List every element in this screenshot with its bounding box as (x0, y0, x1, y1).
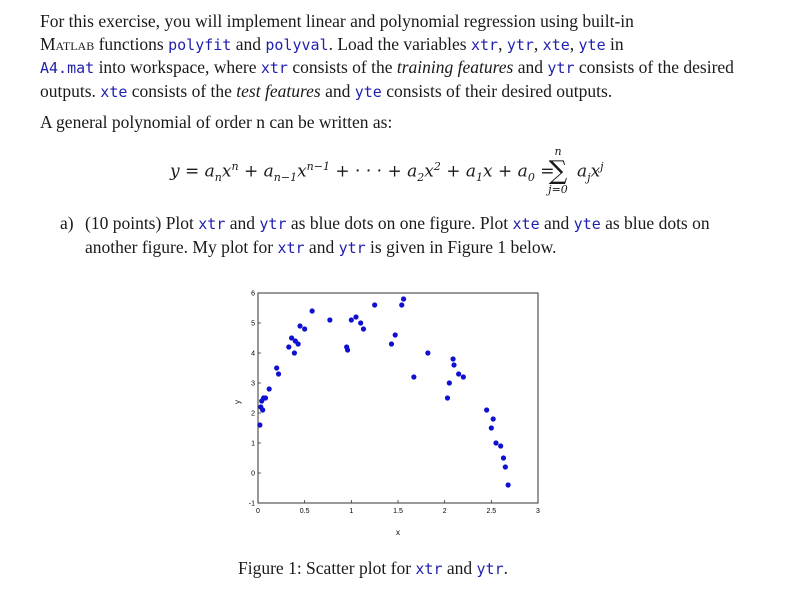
lead-sentence: A general polynomial of order n can be written as: (40, 112, 393, 132)
data-point (447, 380, 452, 385)
eq-sub: 2 (417, 171, 425, 185)
x-tick-label: 0 (256, 508, 260, 515)
intro-paragraph (40, 10, 760, 103)
intro-text: and (320, 80, 355, 101)
equation-lhs (170, 160, 554, 184)
code-xtr: xtr (277, 238, 305, 257)
data-point (302, 326, 307, 331)
x-tick-label: 0.5 (299, 508, 310, 515)
eq-part: x + a (483, 161, 528, 182)
data-point (445, 395, 450, 400)
data-point (498, 443, 503, 448)
sum-term (577, 160, 604, 184)
data-point (257, 422, 262, 427)
eq-part: a (577, 161, 588, 182)
eq-part: + a (238, 161, 274, 182)
summation-symbol (543, 146, 573, 196)
code-yte: yte (354, 82, 382, 101)
data-point (276, 371, 281, 376)
matlab-name: Matlab (40, 33, 95, 54)
data-point (411, 374, 416, 379)
x-tick-label: 3 (536, 508, 540, 515)
data-point (310, 308, 315, 313)
code-ytr: ytr (476, 560, 504, 578)
data-point (260, 407, 265, 412)
y-tick-label: 5 (251, 320, 255, 328)
x-tick-label: 2.5 (486, 508, 497, 515)
data-point (461, 374, 466, 379)
intro-text: in (605, 33, 624, 54)
eq-part: x (590, 161, 601, 182)
x-tick-label: 1 (349, 508, 354, 515)
intro-text: , (498, 33, 507, 54)
data-point (503, 464, 508, 469)
data-point (393, 332, 398, 337)
eq-sup: j (600, 160, 604, 173)
data-point (456, 371, 461, 376)
code-xtr: xtr (470, 35, 499, 54)
eq-part: + · · · + a (329, 161, 418, 182)
part-a-text: as blue dots on one figure. Plot (286, 213, 513, 233)
intro-text: consists of their desired outputs. (381, 80, 613, 101)
intro-text: consists of the (287, 57, 397, 77)
data-point (484, 407, 489, 412)
emphasis-training-features: training features (396, 57, 514, 77)
intro-text: consists of the desired outputs. (40, 57, 734, 101)
caption-text: . (503, 558, 508, 578)
part-a-text: is given in Figure 1 below. (365, 236, 557, 257)
code-yte: yte (573, 215, 601, 233)
x-tick-label: 2 (442, 508, 447, 515)
code-polyval: polyval (265, 35, 329, 54)
code-xte: xte (100, 82, 128, 101)
data-point (349, 317, 354, 322)
caption-text: Figure 1: Scatter plot for (238, 558, 416, 578)
intro-text: , (569, 33, 579, 54)
data-point (345, 347, 350, 352)
polynomial-equation (160, 140, 660, 200)
y-tick-label: 2 (251, 410, 255, 418)
data-point (501, 455, 506, 460)
data-point (286, 344, 291, 349)
part-a-text: as blue dots on another figure. My plot for (85, 213, 710, 257)
part-a-body (85, 212, 760, 259)
x-axis-label: x (396, 528, 400, 537)
eq-part: = (534, 161, 555, 182)
scatter-plot (230, 285, 550, 545)
y-tick-label: 6 (251, 290, 255, 298)
eq-part: y = a (170, 161, 215, 182)
data-point (491, 416, 496, 421)
part-a-text: and (304, 236, 339, 257)
eq-part: + a (440, 161, 477, 182)
intro-text: . Load the variables (328, 33, 471, 54)
data-point (358, 320, 363, 325)
intro-text: into workspace, where (94, 57, 261, 77)
data-point (267, 386, 272, 391)
eq-part: x (221, 161, 232, 182)
data-point (361, 326, 366, 331)
code-xtr: xtr (198, 215, 226, 233)
eq-part: x (297, 161, 307, 182)
sum-upper-limit: n (554, 145, 562, 158)
intro-text: , (533, 33, 543, 54)
y-tick-label: -1 (248, 500, 255, 508)
code-xte: xte (542, 35, 570, 54)
code-ytr: ytr (259, 215, 287, 233)
code-xtr: xtr (415, 560, 443, 578)
y-tick-label: 3 (251, 380, 255, 388)
data-point (372, 302, 377, 307)
data-point (401, 296, 406, 301)
code-ytr: ytr (506, 35, 534, 54)
part-a-text: and (539, 213, 574, 233)
code-filename: A4.mat (40, 59, 95, 77)
intro-text: For this exercise, you will implement linear and polynomial regression using built-in (40, 11, 634, 31)
code-ytr: ytr (547, 59, 575, 77)
data-point (493, 440, 498, 445)
eq-sup: n−1 (306, 160, 330, 173)
y-axis-label: y (233, 400, 242, 404)
data-point (353, 314, 358, 319)
sum-lower-limit: j=0 (548, 183, 568, 196)
data-point (425, 350, 430, 355)
code-xte: xte (512, 215, 540, 233)
eq-sub: 0 (527, 171, 535, 185)
eq-sup: 2 (433, 160, 441, 173)
data-point (389, 341, 394, 346)
emphasis-test-features: test features (236, 80, 321, 101)
y-tick-label: 4 (251, 350, 255, 358)
x-tick-label: 1.5 (393, 508, 403, 515)
sigma-glyph: ∑ (548, 156, 568, 186)
data-point (292, 350, 297, 355)
intro-text: and (231, 33, 266, 54)
data-point (327, 317, 332, 322)
part-a-question (60, 212, 760, 259)
caption-text: and (442, 558, 477, 578)
eq-part: x (424, 161, 434, 182)
intro-text: consists of the (127, 80, 237, 101)
code-yte: yte (578, 35, 606, 54)
code-polyfit: polyfit (168, 35, 232, 54)
data-point (296, 341, 301, 346)
figure-caption (238, 558, 508, 579)
data-point (450, 356, 455, 361)
code-ytr: ytr (338, 238, 366, 257)
data-point (297, 323, 302, 328)
intro-text: functions (94, 33, 169, 54)
eq-sub: n−1 (273, 171, 298, 185)
eq-sub: n (214, 171, 222, 185)
data-point (274, 365, 279, 370)
data-point (263, 395, 268, 400)
data-point (489, 425, 494, 430)
y-tick-label: 0 (251, 470, 255, 478)
data-point (399, 302, 404, 307)
data-point (451, 362, 456, 367)
y-tick-label: 1 (251, 440, 255, 448)
part-a-text: (10 points) Plot (85, 213, 199, 233)
code-xtr: xtr (260, 59, 288, 77)
data-point (506, 482, 511, 487)
eq-sub: 1 (476, 171, 484, 185)
eq-sup: n (231, 160, 239, 173)
intro-text: and (513, 57, 548, 77)
eq-sub: j (587, 171, 591, 185)
part-a-text: and (225, 213, 260, 233)
part-a-label: a) (60, 213, 74, 233)
